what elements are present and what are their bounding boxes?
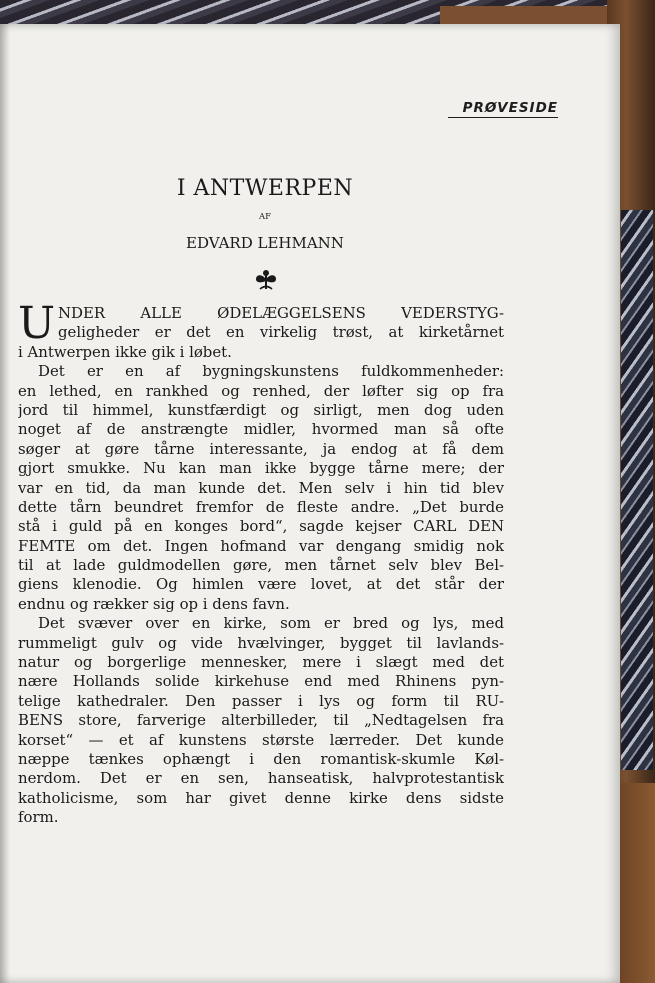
text-lines	[18, 298, 504, 828]
text-line: nære Hollands solide kirkehuse end med Rhinens pyn-	[18, 672, 504, 691]
text-line: BENS store, farverige alterbilleder, til „Nedtagelsen fra	[18, 711, 504, 730]
text-line: NDER ALLE ØDELÆGGELSENS VEDERSTYG-	[58, 304, 504, 322]
text-line: natur og borgerlige mennesker, mere i slægt med det	[18, 653, 504, 672]
text-line: til at lade guldmodellen gøre, men tårnet selv blev Bel-	[18, 556, 504, 575]
text-line: giens klenodie. Og himlen være lovet, at det står der	[18, 575, 504, 594]
text-line: geligheder er det en virkelig trøst, at kirketårnet	[58, 323, 504, 342]
marbled-endpaper	[621, 210, 653, 770]
text-line: stå i guld på en konges bord“, sagde kejser CARL DEN	[18, 517, 504, 536]
text-line: korset“ — et af kunstens største lærreder. Det kunde	[18, 730, 504, 749]
floral-ornament-icon	[253, 269, 279, 291]
text-line: søger at gøre tårne interessante, ja endog at få dem	[18, 439, 504, 458]
drop-cap: U	[18, 298, 56, 349]
leather-corner	[615, 783, 655, 983]
text-line: form.	[18, 808, 59, 827]
author-name: EDVARD LEHMANN	[186, 234, 344, 252]
article-title: I ANTWERPEN	[176, 176, 354, 201]
text-line: nerdom. Det er en sen, hanseatisk, halvprotestantisk	[18, 769, 504, 788]
byline-prefix: AF	[258, 212, 272, 222]
text-line: dette tårn beundret fremfor de fleste andre. „Det burde	[18, 497, 504, 516]
text-line: endnu og rækker sig op i dens favn.	[18, 594, 290, 613]
text-line: rummeligt gulv og vide hvælvinger, bygget til lavlands-	[18, 633, 504, 652]
text-line: katholicisme, som har givet denne kirke dens sidste	[18, 788, 504, 807]
text-line: Det svæver over en kirke, som er bred og lys, med	[38, 614, 504, 633]
page-gutter-shadow	[0, 24, 10, 983]
text-line: FEMTE om det. Ingen hofmand var dengang smidig nok	[18, 536, 504, 555]
text-line: Det er en af bygningskunstens fuldkommenheder:	[38, 362, 504, 381]
text-line: var en tid, da man kunde det. Men selv i hin tid blev	[18, 478, 504, 497]
text-line: telige kathedraler. Den passer i lys og form til RU-	[18, 691, 504, 710]
text-line: jord til himmel, kunstfærdigt og sirligt, men dog uden	[18, 400, 504, 419]
text-line: noget af de anstrængte midler, hvormed man så ofte	[18, 420, 504, 439]
text-line: næppe tænkes ophængt i den romantisk-skumle Køl-	[18, 749, 504, 768]
book-page	[0, 24, 620, 983]
page-header-label: PRØVESIDE	[448, 100, 558, 118]
body-text	[18, 298, 504, 828]
text-line: i Antwerpen ikke gik i løbet.	[18, 342, 232, 361]
text-line: gjort smukke. Nu kan man ikke bygge tårne mere; der	[18, 459, 504, 478]
text-line: en lethed, en rankhed og renhed, der løfter sig op fra	[18, 381, 504, 400]
